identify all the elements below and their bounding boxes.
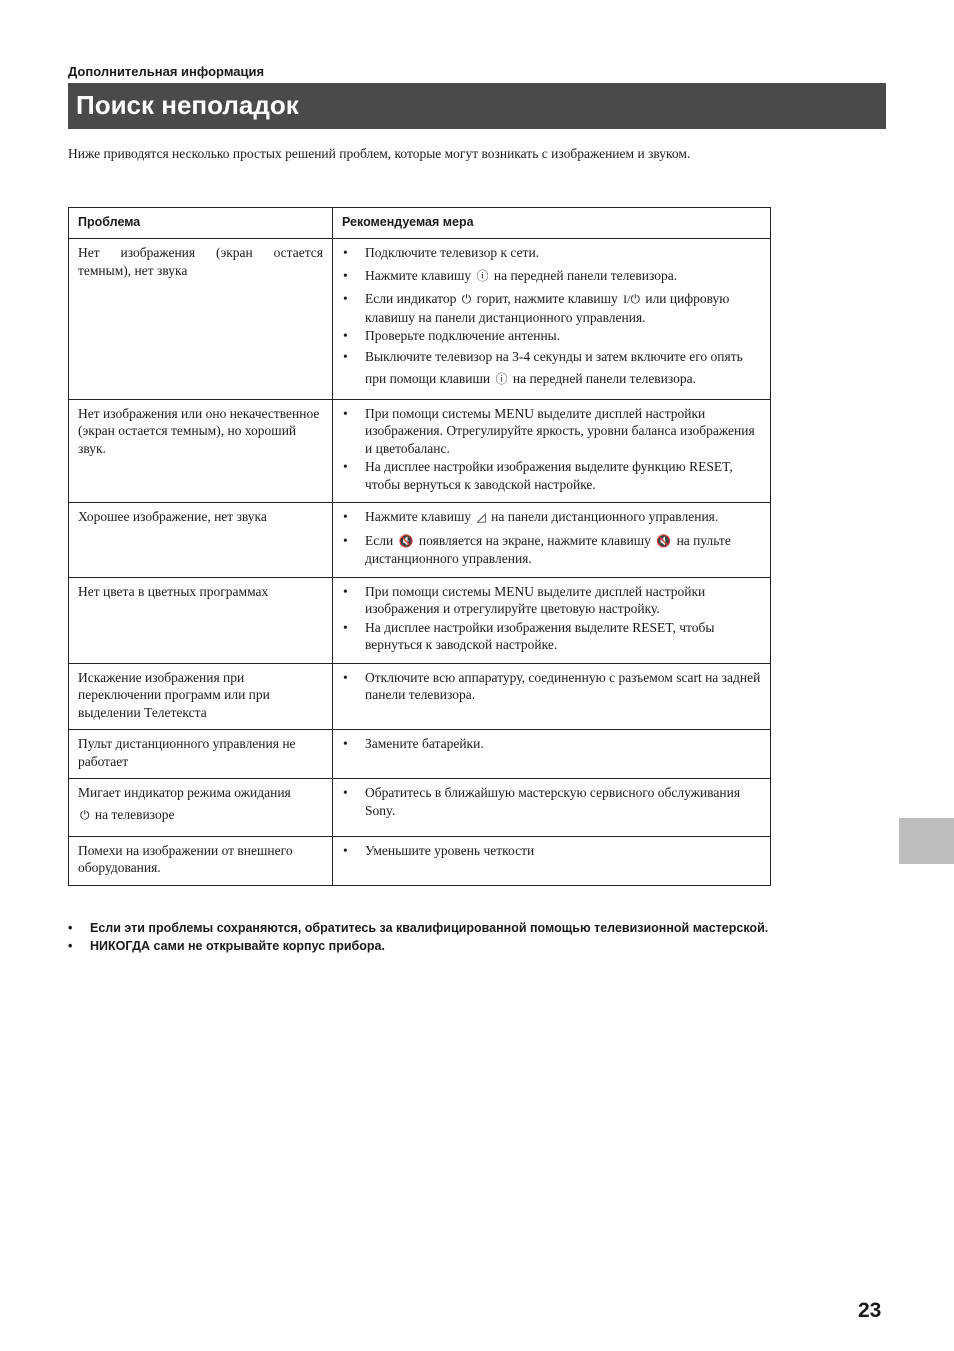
remedy-item: • Если 🔇 появляется на экране, нажмите клавишу 🔇 на пульте дистанционного управления.: [342, 532, 761, 568]
remedy-item: • Подключите телевизор к сети.: [342, 244, 761, 262]
table-row: [69, 779, 771, 837]
remedy-item: • При помощи системы MENU выделите дисплей настройки изображения. Отрегулируйте яркость, уровни баланса изображения и цветобаланс.: [342, 405, 761, 458]
remedy-item: • Замените батарейки.: [342, 735, 761, 753]
remedy-cell: [333, 503, 771, 578]
table-row: [69, 577, 771, 663]
warning-item: • НИКОГДА сами не открывайте корпус прибора.: [68, 937, 898, 955]
remedy-cell: [333, 577, 771, 663]
standby-icon: ⏻: [461, 292, 472, 306]
section-label: Дополнительная информация: [68, 64, 265, 79]
remedy-item: • Обратитесь в ближайшую мастерскую сервисного обслуживания Sony.: [342, 784, 761, 819]
problem-cell: Мигает индикатор режима ожидания ⏻ на телевизоре: [69, 779, 333, 837]
remedy-item: • Если индикатор ⏻ горит, нажмите клавишу I/⏻ или цифровую клавишу на панели дистанционного управления.: [342, 290, 761, 326]
remedy-item: • Проверьте подключение антенны.: [342, 327, 761, 345]
remedy-item: • На дисплее настройки изображения выделите функцию RESET, чтобы вернуться к заводской настройке.: [342, 458, 761, 493]
table-row: [69, 239, 771, 400]
column-header-remedy: Рекомендуемая мера: [333, 208, 771, 239]
page-title: Поиск неполадок: [76, 90, 299, 120]
mute-icon: 🔇: [656, 533, 672, 548]
table-row: [69, 836, 771, 885]
warning-item: • Если эти проблемы сохраняются, обратитесь за квалифицированной помощью телевизионной мастерской.: [68, 919, 898, 937]
power-button-icon: ⓘ: [495, 371, 508, 386]
section-tab-marker: [899, 818, 954, 864]
volume-icon: ◿: [476, 510, 486, 524]
remedy-item: • Нажмите клавишу ◿ на панели дистанционного управления.: [342, 508, 761, 527]
remedy-cell: [333, 779, 771, 837]
remedy-item: • Выключите телевизор на 3-4 секунды и затем включите его опять при помощи клавиши ⓘ на передней панели телевизора.: [342, 346, 761, 390]
table-row: [69, 503, 771, 578]
remedy-cell: [333, 730, 771, 779]
problem-cell: Хорошее изображение, нет звука: [69, 503, 333, 578]
table-header-row: [69, 208, 771, 239]
table-row: [69, 730, 771, 779]
power-button-icon: ⓘ: [476, 268, 489, 283]
remedy-cell: [333, 239, 771, 400]
remedy-item: • Уменьшите уровень четкости: [342, 842, 761, 860]
remedy-cell: [333, 836, 771, 885]
title-bar: [68, 83, 886, 129]
problem-cell: Помехи на изображении от внешнего оборудования.: [69, 836, 333, 885]
problem-cell: Пульт дистанционного управления не работает: [69, 730, 333, 779]
problem-cell: Искажение изображения при переключении программ или при выделении Телетекста: [69, 663, 333, 730]
troubleshooting-table: [68, 207, 771, 886]
warnings-list: [68, 919, 898, 955]
page-number: 23: [858, 1299, 882, 1322]
standby-icon: ⏻: [80, 807, 90, 822]
on-standby-icon: I/⏻: [623, 292, 640, 306]
mute-icon: 🔇: [398, 533, 414, 548]
remedy-item: • При помощи системы MENU выделите дисплей настройки изображения и отрегулируйте цветовую настройку.: [342, 583, 761, 618]
table-row: [69, 399, 771, 503]
remedy-cell: [333, 663, 771, 730]
problem-cell: Нет цвета в цветных программах: [69, 577, 333, 663]
problem-cell: Нет изображения (экран остается темным), нет звука: [69, 239, 333, 400]
remedy-item: • Отключите всю аппаратуру, соединенную с разъемом scart на задней панели телевизора.: [342, 669, 761, 704]
remedy-item: • Нажмите клавишу ⓘ на передней панели телевизора.: [342, 267, 761, 286]
column-header-problem: Проблема: [69, 208, 333, 239]
remedy-item: • На дисплее настройки изображения выделите RESET, чтобы вернуться к заводской настройке.: [342, 619, 761, 654]
intro-text: Ниже приводятся несколько простых решений проблем, которые могут возникать с изображением и звуком.: [68, 146, 691, 161]
problem-cell: Нет изображения или оно некачественное (экран остается темным), но хороший звук.: [69, 399, 333, 503]
table-row: [69, 663, 771, 730]
remedy-cell: [333, 399, 771, 503]
